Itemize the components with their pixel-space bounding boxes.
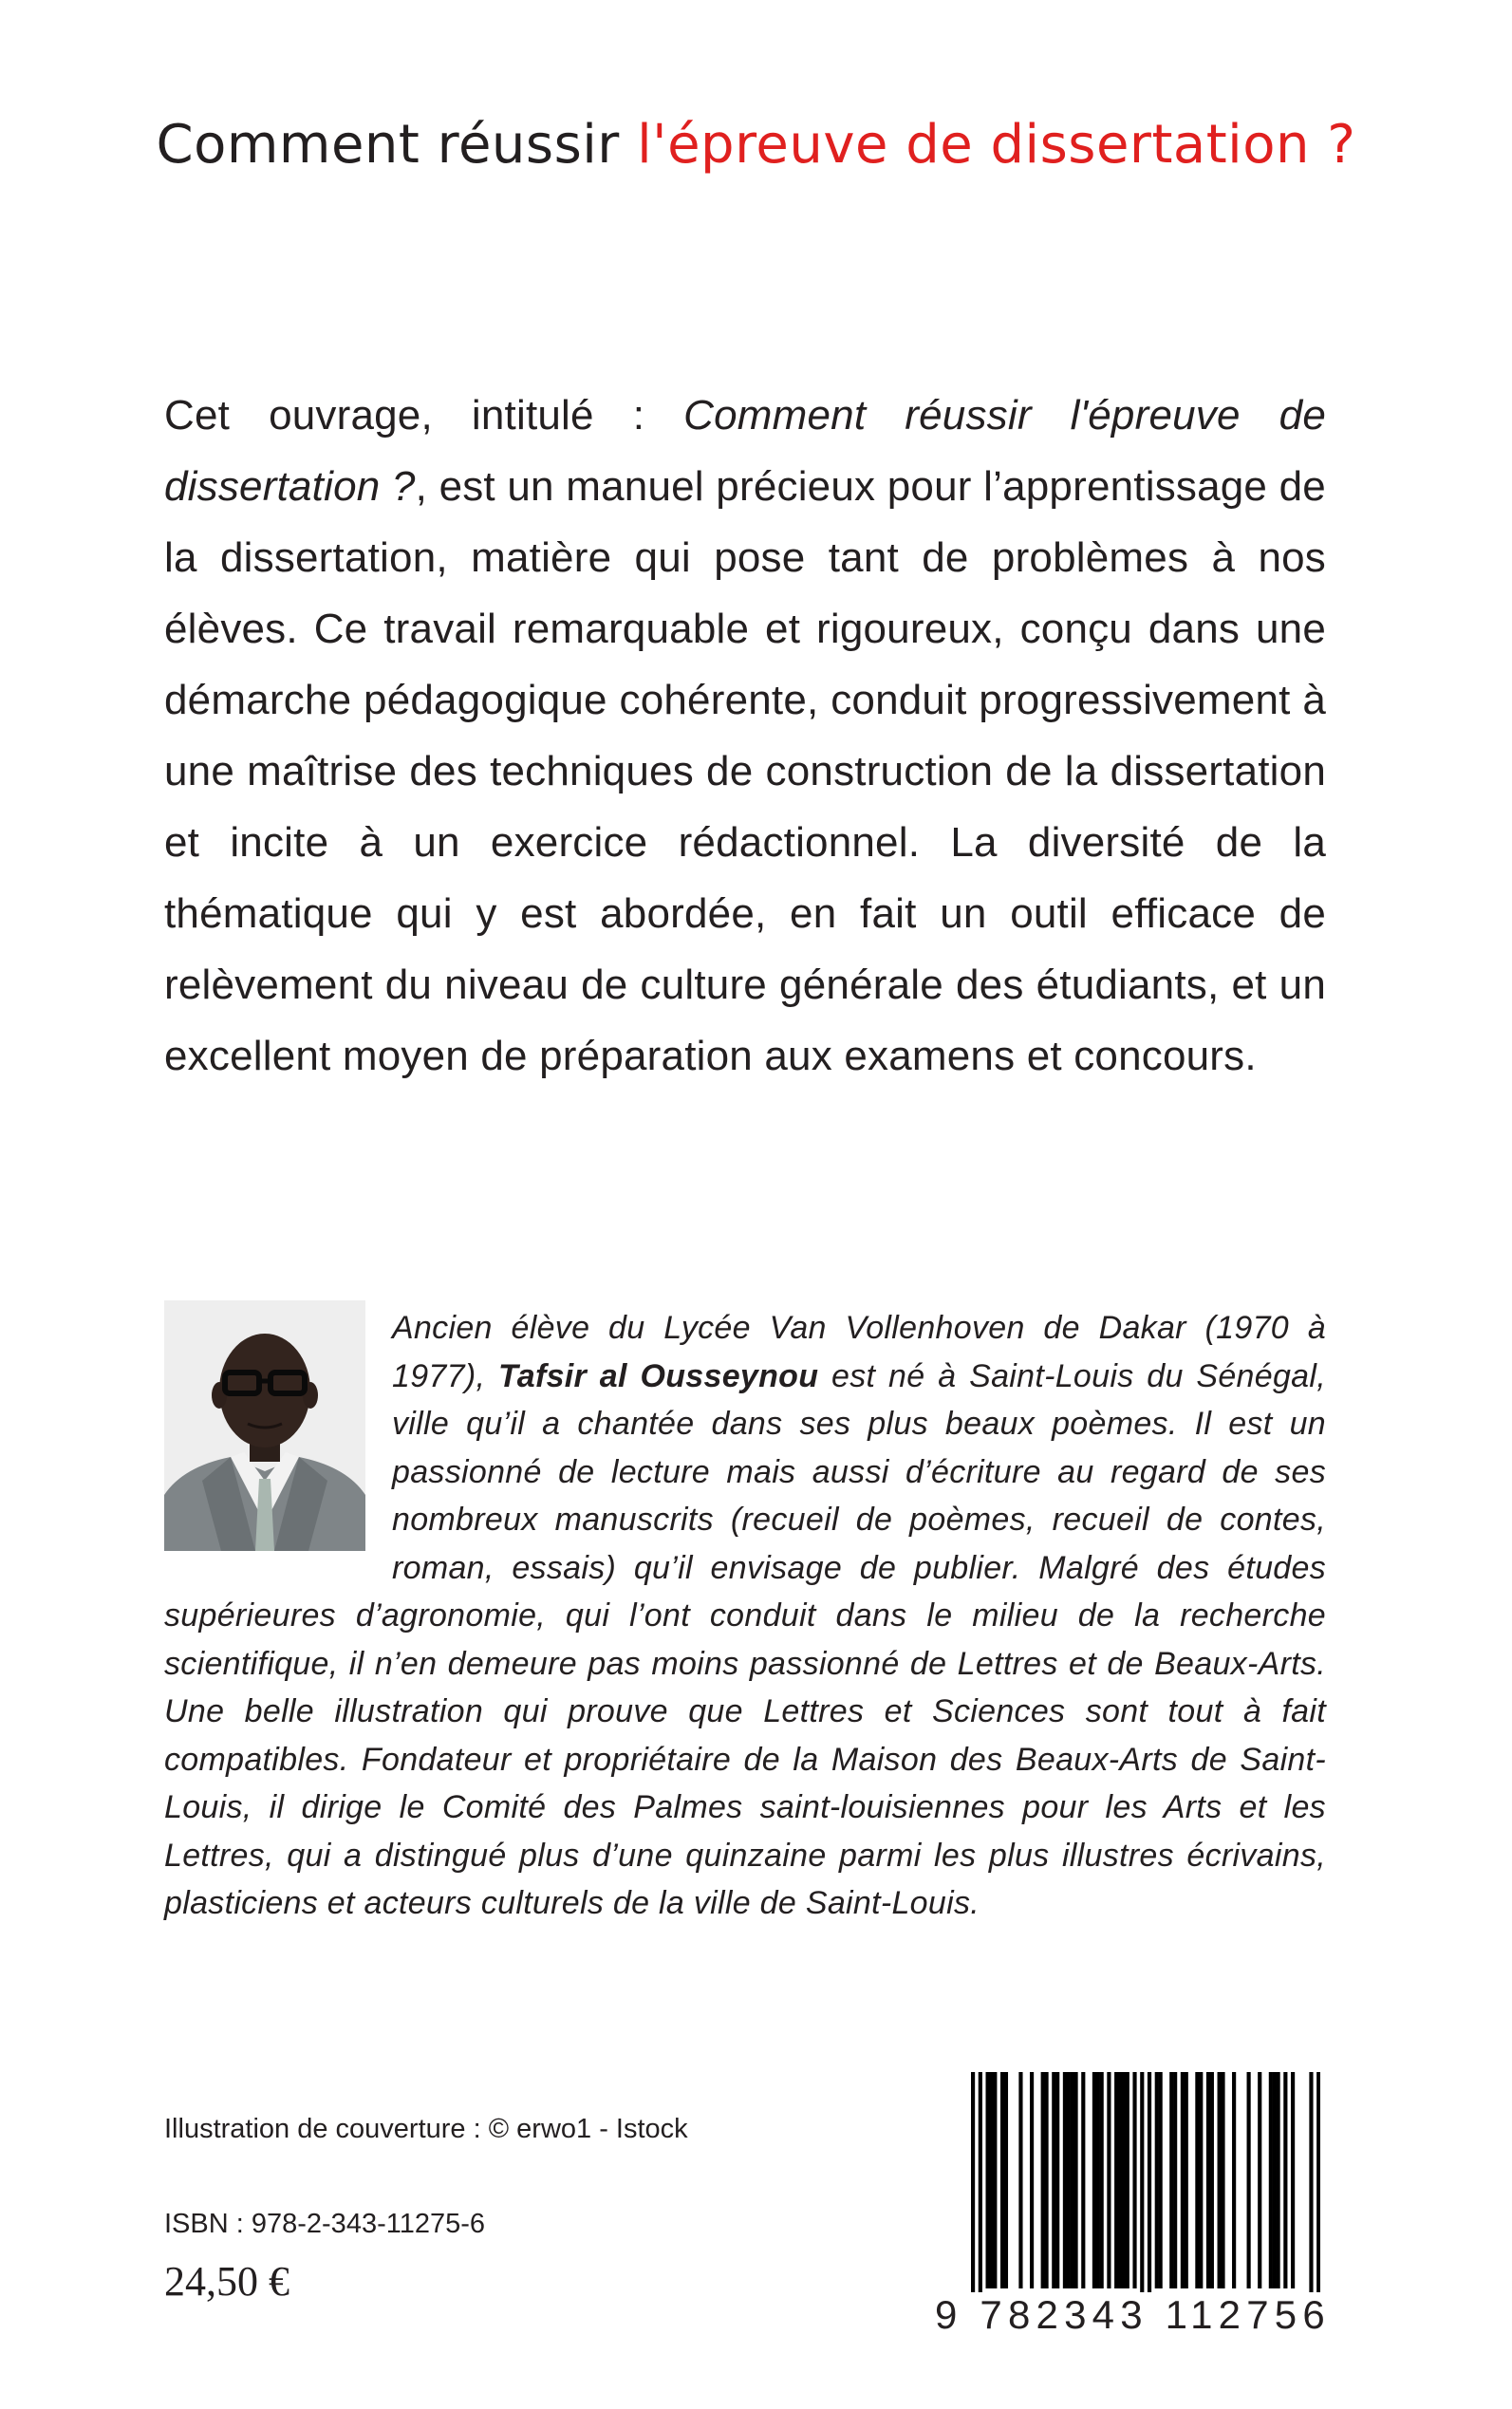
title-part-red: l'épreuve de dissertation ? — [637, 114, 1356, 176]
barcode-bar — [1283, 2072, 1287, 2288]
barcode-bar — [1269, 2072, 1273, 2288]
barcode-bar — [1132, 2072, 1136, 2288]
barcode-bar — [1218, 2072, 1222, 2288]
barcode-digits — [935, 2291, 1331, 2339]
barcode-bar — [1221, 2072, 1224, 2288]
isbn: ISBN : 978-2-343-11275-6 — [164, 2209, 486, 2239]
bio-after: est né à Saint-Louis du Sénégal, ville qu’il a chantée dans ses plus beaux poèmes. Il est un passionné de lecture mais aussi d’écriture au regard de ses nombreux manuscrits (recueil de poèmes, recueil de contes, roman, essais) qu’il envisage de publier. Malgré des études supérieures d’agronomie, qui l’ont conduit dans le milieu de la recherche scientifique, il n’en demeure pas moins passionné de Lettres et de Beaux-Arts. Une belle illustration qui prouve que Lettres et Sciences sont tout à fait compatibles. Fondateur et propriétaire de la Maison des Beaux-Arts de Saint-Louis, il dirige le Comité des Palmes saint-louisiennes pour les Arts et les Lettres, qui a distingué plus d’une quinzaine parmi les plus illustres écrivains, plasticiens et acteurs culturels de la ville de Saint-Louis. — [164, 1357, 1326, 1921]
barcode-bar — [1169, 2072, 1173, 2288]
barcode-bar — [989, 2072, 993, 2288]
barcode-bar — [1052, 2072, 1055, 2288]
barcode-bar — [1247, 2072, 1251, 2288]
barcode-bar — [1000, 2072, 1004, 2288]
barcode-bar — [1155, 2072, 1159, 2288]
barcode-bar — [1044, 2072, 1048, 2288]
barcode-bar — [1148, 2072, 1151, 2314]
barcode-bar — [1258, 2072, 1261, 2288]
barcode-bar — [1092, 2072, 1096, 2288]
barcode-digits-text: 9 782343 112756 — [935, 2292, 1331, 2337]
barcode-bar — [1071, 2072, 1074, 2288]
barcode-bar — [1199, 2072, 1203, 2288]
blurb-intro: Cet ouvrage, intitulé : — [164, 392, 684, 439]
barcode-bar — [1107, 2072, 1111, 2288]
barcode-bar — [1018, 2072, 1022, 2288]
blurb-body: , est un manuel précieux pour l’apprentissage de la dissertation, matière qui pose tant de problèmes à nos élèves. Ce travail remarquable et rigoureux, conçu dans une démarche pédagogique cohérente, conduit progressivement à une maîtrise des techniques de construction de la dissertation et incite à un exercice rédactionnel. La diversité de la thématique qui y est abordée, en fait un outil efficace de relèvement du niveau de culture générale des étudiants, et un excellent moyen de préparation aux examens et concours. — [164, 463, 1326, 1079]
author-biography — [164, 1304, 1326, 1928]
price: 24,50 € — [164, 2258, 289, 2305]
barcode-bar — [1096, 2072, 1100, 2288]
barcode-bar — [1063, 2072, 1067, 2288]
illustration-credit: Illustration de couverture : © erwo1 - Istock — [164, 2114, 688, 2144]
blurb-book-title: Comment réussir l'épreuve de dissertation ? — [164, 392, 1326, 510]
barcode-bar — [993, 2072, 997, 2288]
barcode-bar — [1041, 2072, 1045, 2288]
title-part-black: Comment réussir — [156, 114, 638, 176]
barcode-bar — [1126, 2072, 1129, 2288]
barcode-bar — [1316, 2072, 1320, 2314]
barcode-bar — [1309, 2072, 1313, 2314]
barcode-bar — [985, 2072, 989, 2288]
barcode-bar — [1055, 2072, 1059, 2288]
barcode-bar — [1100, 2072, 1104, 2288]
barcode-bar — [1073, 2072, 1077, 2288]
barcode-bar — [1114, 2072, 1118, 2288]
barcode-bar — [1277, 2072, 1280, 2288]
barcode-bar — [971, 2072, 975, 2314]
author-name: Tafsir al Ousseynou — [497, 1357, 819, 1394]
barcode-bar — [1122, 2072, 1126, 2288]
barcode-bar — [1067, 2072, 1071, 2288]
barcode-bar — [1273, 2072, 1277, 2288]
isbn-barcode — [971, 2072, 1320, 2319]
barcode-bar — [1140, 2072, 1144, 2314]
barcode-bar — [1291, 2072, 1295, 2288]
book-description — [164, 380, 1326, 1092]
bio-before: Ancien élève du Lycée Van Vollenhoven de Dakar (1970 à 1977), — [392, 1310, 1326, 1394]
barcode-bar — [1118, 2072, 1122, 2288]
barcode-bar — [1195, 2072, 1199, 2288]
barcode-bar — [1173, 2072, 1177, 2288]
barcode-bar — [1004, 2072, 1008, 2288]
barcode-bar — [1159, 2072, 1163, 2288]
barcode-bar — [979, 2072, 982, 2314]
barcode-bar — [1030, 2072, 1034, 2288]
page-title — [0, 112, 1512, 178]
barcode-bar — [1206, 2072, 1210, 2288]
barcode-bar — [1081, 2072, 1085, 2288]
barcode-bar — [1210, 2072, 1214, 2288]
barcode-bar — [1185, 2072, 1188, 2288]
barcode-bar — [1181, 2072, 1185, 2288]
barcode-bar — [1232, 2072, 1236, 2288]
